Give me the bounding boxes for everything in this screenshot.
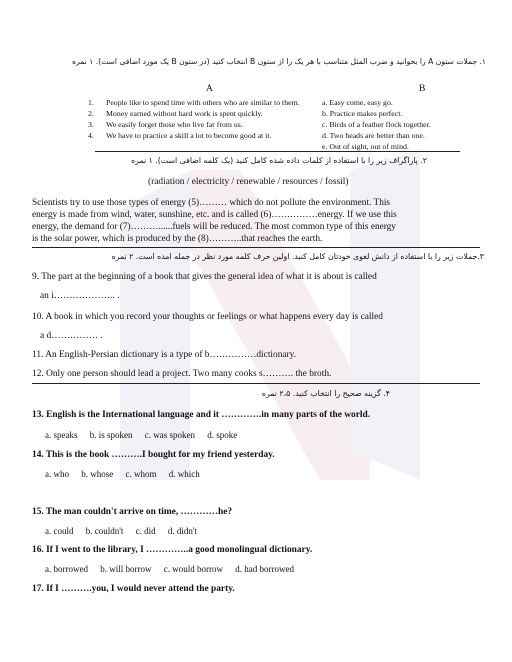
col-b-item-c: c. Birds of a feather flock together. [322,120,431,129]
option-c[interactable]: c. would borrow [163,564,223,574]
question-13: 13. English is the International language and it ………….in many parts of the world. [32,410,371,420]
col-b-item-d: d. Two heads are better than one. [322,131,425,140]
option-b[interactable]: b. is spoken [89,430,133,440]
option-d[interactable]: d. had borrowed [235,564,294,574]
option-d[interactable]: d. didn't [167,526,197,536]
option-a[interactable]: a. could [45,526,74,536]
option-b[interactable]: b. whose [81,469,114,479]
question-12: 12. Only one person should lead a project. Two many cooks s………. the broth. [32,369,332,379]
option-d[interactable]: d. which [168,469,200,479]
col-a-num-2: 2. [88,109,94,118]
col-a-num-1: 1. [88,98,94,107]
option-a[interactable]: a. speaks [45,430,78,440]
divider [32,247,480,248]
divider [32,383,480,384]
question-13-options [45,430,247,440]
col-a-item-4: We have to practice a skill a lot to become good at it. [106,131,272,140]
col-b-item-e: e. Out of sight, out of mind. [322,142,409,151]
column-a-header: A [206,84,213,94]
question-17: 17. If I ……….you, I would never attend the party. [32,584,235,594]
option-c[interactable]: c. whom [125,469,157,479]
col-a-num-4: 4. [88,131,94,140]
option-c[interactable]: c. was spoken [144,430,195,440]
option-c[interactable]: c. did [135,526,156,536]
question-10: 10. A book in which you record your thoughts or feelings or what happens every day is called [32,312,383,322]
paragraph-line-1: Scientists try to use those types of energy (5)……… which do not pollute the environment. This [32,198,391,208]
option-a[interactable]: a. who [45,469,69,479]
question-16-options [45,564,304,574]
paragraph-line-3: energy, the demand for (7)………......fuels will be reduced. The most common type of this energy [32,222,396,232]
question-15-options [45,526,207,536]
question-9-blank: an i……………….. . [40,291,120,301]
section2-instruction: ۲. پاراگراف زیر را با استفاده از کلمات داده شده کامل کنید (یک کلمه اضافی است). ۱ نمره [131,156,427,165]
col-b-item-a: a. Easy come, easy go. [322,98,393,107]
col-b-item-b: b. Practice makes perfect. [322,109,403,118]
section1-instruction: ۱. جملات ستون A را بخوانید و ضرب المثل متناسب با هر یک را از ستون B انتخاب کنید (در ستون B یک مورد اضافی است). ۱ نمره [72,57,486,66]
option-a[interactable]: a. borrowed [45,564,88,574]
option-b[interactable]: b. couldn't [85,526,124,536]
question-14: 14. This is the book ……….I bought for my friend yesterday. [32,450,275,460]
section4-instruction: ۴. گزینه صحیح را انتخاب کنید. ۲،۵ نمره [261,389,390,398]
paragraph-line-2: energy is made from wind, water, sunshine, etc. and is called (6)……………energy. If we use this [32,210,397,220]
question-9: 9. The part at the beginning of a book that gives the general idea of what it is about is called [32,272,377,282]
question-15: 15. The man couldn't arrive on time, …………he? [32,507,233,517]
question-11: 11. An English-Persian dictionary is a type of b……………dictionary. [32,350,297,360]
col-a-item-1: People like to spend time with others who are similar to them. [106,98,300,107]
section3-instruction: ۳.جملات زیر را با استفاده از دانش لغوی خودتان کامل کنید. اولین حرف کلمه مورد نظر در جمله امده است. ۲ نمره [111,252,484,261]
col-a-item-2: Money earned without hard work is spent quickly. [106,109,263,118]
column-b-header: B [419,84,426,94]
paragraph-line-4: is the solar power, which is produced by the (8)………..that reaches the earth. [32,234,323,244]
question-16: 16. If I went to the library, I …………..a good monolingual dictionary. [32,545,313,555]
col-a-item-3: We easily forget those who live far from us. [106,120,243,129]
question-14-options [45,469,210,479]
col-a-num-3: 3. [88,120,94,129]
question-10-blank: a d…………… . [40,331,103,341]
option-d[interactable]: d. spoke [207,430,238,440]
option-b[interactable]: b. will borrow [100,564,152,574]
word-box: (radiation / electricity / renewable / resources / fossil) [148,177,349,187]
divider [95,151,460,152]
